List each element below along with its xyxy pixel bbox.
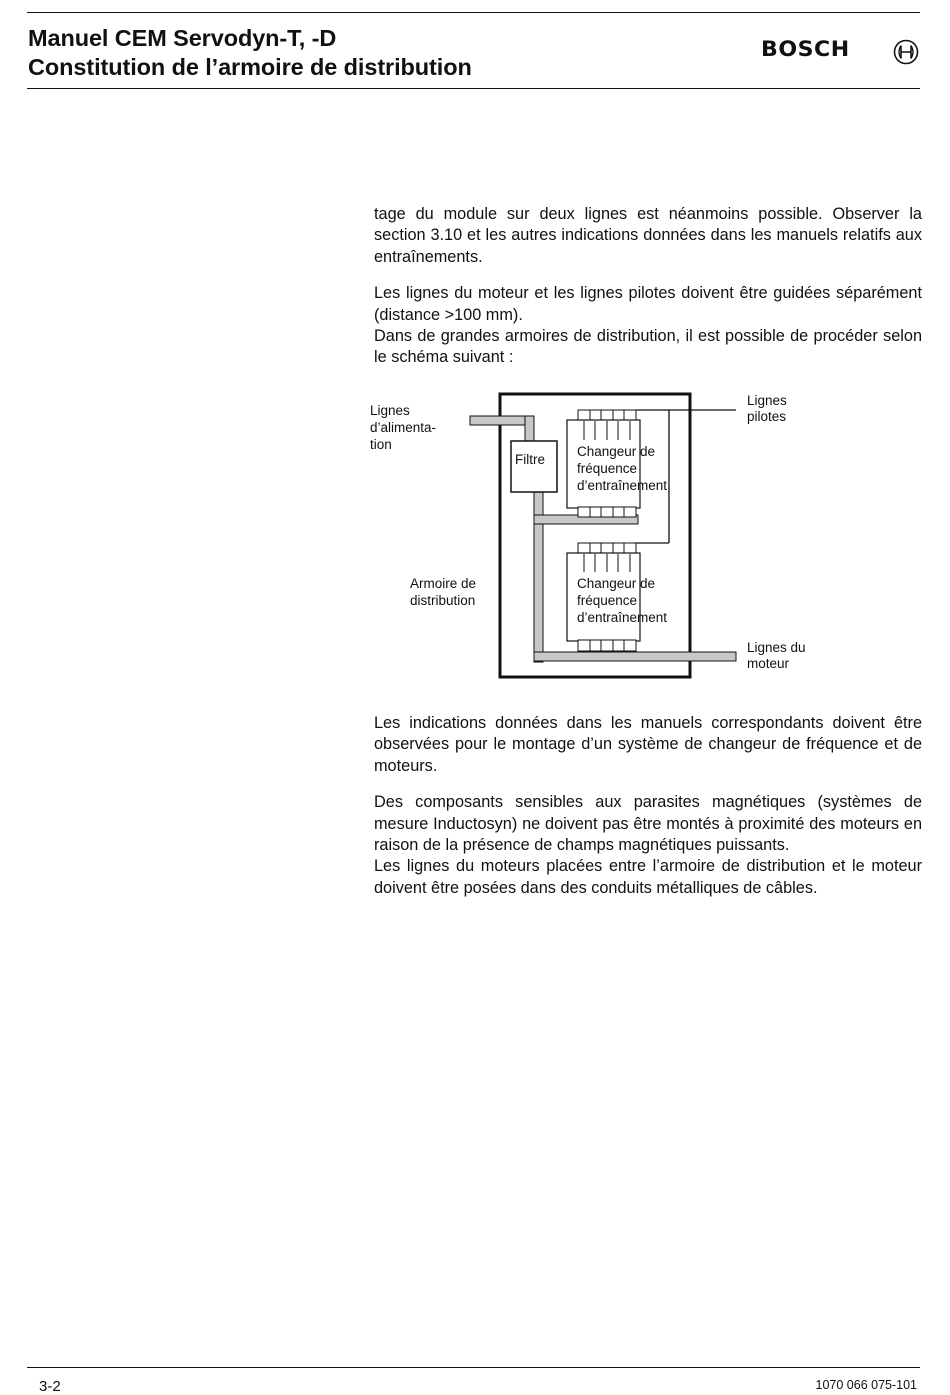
intro-text-block [374, 204, 922, 369]
brand-name: BOSCH [761, 37, 850, 61]
outro-paragraph-3: Les lignes du moteurs placées entre l’armoire de distribution et le moteur doivent être posées dans des conduits métalliques de câbles. [374, 857, 922, 897]
converter-top-label-2: fréquence [577, 461, 638, 476]
converter-bottom-label-3: d’entraînement [577, 610, 668, 625]
converter-top-label-1: Changeur de [577, 444, 656, 459]
header-bottom-rule [27, 88, 920, 89]
power-lines-label-1: Lignes [370, 403, 410, 418]
cabinet-label-2: distribution [410, 593, 476, 608]
converter-top-terminals-upper [578, 410, 636, 421]
motor-lines-label-1: Lignes du [747, 640, 806, 655]
page-number: 3-2 [39, 1378, 61, 1395]
converter-bottom [567, 543, 667, 651]
converter-bottom-terminals-lower [578, 640, 636, 651]
intro-paragraph-2: Les lignes du moteur et les lignes pilotes doivent être guidées séparément (distance >100 mm). [374, 284, 922, 324]
intro-paragraph-3: Dans de grandes armoires de distribution, il est possible de procéder selon le schéma suivant : [374, 327, 922, 367]
power-lines-label-3: tion [370, 437, 392, 452]
outro-paragraph-1: Les indications données dans les manuels correspondants doivent être observées pour le montage d’un système de changeur de fréquence et de moteurs. [374, 714, 922, 775]
converter-top [567, 410, 667, 517]
converter-bottom-label-1: Changeur de [577, 576, 656, 591]
motor-lines-label-2: moteur [747, 656, 790, 671]
cabinet-label-1: Armoire de [410, 576, 477, 591]
power-supply-cable [470, 416, 534, 442]
outro-text-block [374, 713, 922, 899]
intro-paragraph-1: tage du module sur deux lignes est néanmoins possible. Observer la section 3.10 et les autres indications données dans les manuels relatifs aux entraînements. [374, 205, 922, 266]
bosch-armature-icon [893, 39, 919, 65]
title-line-2: Constitution de l’armoire de distribution [28, 54, 472, 80]
page-title [28, 24, 472, 82]
outro-paragraph-2: Des composants sensibles aux parasites magnétiques (systèmes de mesure Inductosyn) ne doivent pas être montés à proximité des moteurs en raison de la présence de champs magnétiques puissants. [374, 793, 922, 855]
converter-bottom-terminals-upper [578, 543, 636, 554]
converter-top-label-3: d’entraînement [577, 478, 668, 493]
cabinet-wiring-diagram [360, 384, 840, 684]
footer-rule [27, 1367, 920, 1368]
title-line-1: Manuel CEM Servodyn-T, -D [28, 25, 337, 51]
converter-bottom-label-2: fréquence [577, 593, 638, 608]
document-number: 1070 066 075-101 [815, 1378, 917, 1392]
header-top-rule [27, 12, 920, 13]
pilot-lines-label-1: Lignes [747, 393, 787, 408]
pilot-lines-label-2: pilotes [747, 409, 787, 424]
power-lines-label-2: d’alimenta- [370, 420, 437, 435]
pilot-lines [636, 410, 736, 543]
converter-top-terminals-lower [578, 507, 636, 517]
filter-label: Filtre [515, 452, 545, 467]
